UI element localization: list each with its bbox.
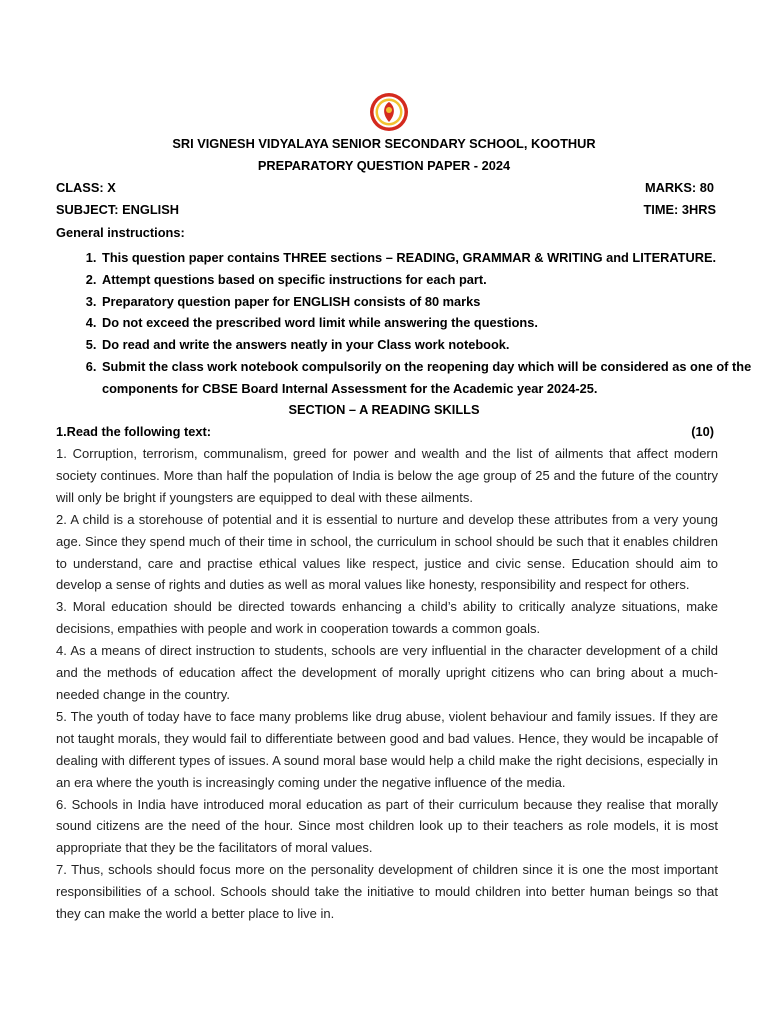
passage-paragraph: 7. Thus, schools should focus more on the personality development of children since it is one the most important responsibilities of a school. Schools should take the initiative to mould children into better human beings so that they can make the world a better place to live in. xyxy=(56,862,718,922)
subject-label: SUBJECT: ENGLISH xyxy=(56,202,180,217)
question-heading xyxy=(56,424,714,440)
instruction-item: 5. Do read and write the answers neatly in your Class work notebook. xyxy=(100,334,764,356)
class-label: CLASS: X xyxy=(56,180,116,195)
passage-paragraph: 6. Schools in India have introduced moral education as part of their curriculum because they realise that morally sound citizens are the need of the hour. Since most children look up to their teachers as role models, it is most appropriate that they be the facilitators of moral values. xyxy=(56,796,718,856)
instructions-list xyxy=(56,247,764,400)
instruction-item: 1. This question paper contains THREE sections – READING, GRAMMAR & WRITING and LITERATURE. xyxy=(100,247,764,269)
school-emblem-icon xyxy=(369,92,409,132)
passage-paragraph: 3. Moral education should be directed towards enhancing a child’s ability to critically analyze situations, make decisions, empathies with people and work in cooperation towards a common goals. xyxy=(56,599,718,637)
passage-paragraph: 4. As a means of direct instruction to students, schools are very influential in the character development of a child and the methods of education affect the development of morally upright citizens who can bring about a much-needed change in the country. xyxy=(56,643,718,702)
instruction-item: 2. Attempt questions based on specific instructions for each part. xyxy=(100,269,764,291)
marks-label: MARKS: 80 xyxy=(645,180,714,195)
instruction-item: 3. Preparatory question paper for ENGLISH consists of 80 marks xyxy=(100,291,764,313)
section-title: SECTION – A READING SKILLS xyxy=(288,402,480,417)
reading-passage xyxy=(56,443,718,925)
question-marks: (10) xyxy=(691,424,714,439)
passage-paragraph: 5. The youth of today have to face many problems like drug abuse, violent behaviour and family issues. If they are not taught morals, they would fail to differentiate between good and bad values. Hence, they would be incapable of dealing with different types of issues. A sound moral base would help a child make the right decisions, especially in an era where the youth is increasingly coming under the negative influence of the media. xyxy=(56,708,718,790)
instruction-item: 4. Do not exceed the prescribed word limit while answering the questions. xyxy=(100,312,764,334)
paper-title: PREPARATORY QUESTION PAPER - 2024 xyxy=(257,158,511,173)
passage-paragraph: 2. A child is a storehouse of potential and it is essential to nurture and develop these attributes from a very young age. Since they spend much of their time in school, the curriculum in school should be such that it enables children to understand, care and practise ethical values like respect, justice and civic sense. Education should aim to develop a sense of rights and duties as well as moral values like honesty, responsibility and respect for others. xyxy=(56,511,718,593)
instructions-title: General instructions: xyxy=(56,225,185,240)
time-label: TIME: 3HRS xyxy=(643,202,716,217)
school-name: SRI VIGNESH VIDYALAYA SENIOR SECONDARY SCHOOL, KOOTHUR xyxy=(172,136,596,151)
passage-paragraph: 1. Corruption, terrorism, communalism, greed for power and wealth and the list of ailments that affect modern society continues. More than half the population of India is below the age group of 25 and the future of the country will only be bright if youngsters are equipped to deal with these ailments. xyxy=(56,446,718,505)
question-label: 1.Read the following text: xyxy=(56,424,211,439)
instruction-item: 6. Submit the class work notebook compulsorily on the reopening day which will be considered as one of the components for CBSE Board Internal Assessment for the Academic year 2024-25. xyxy=(100,356,764,400)
